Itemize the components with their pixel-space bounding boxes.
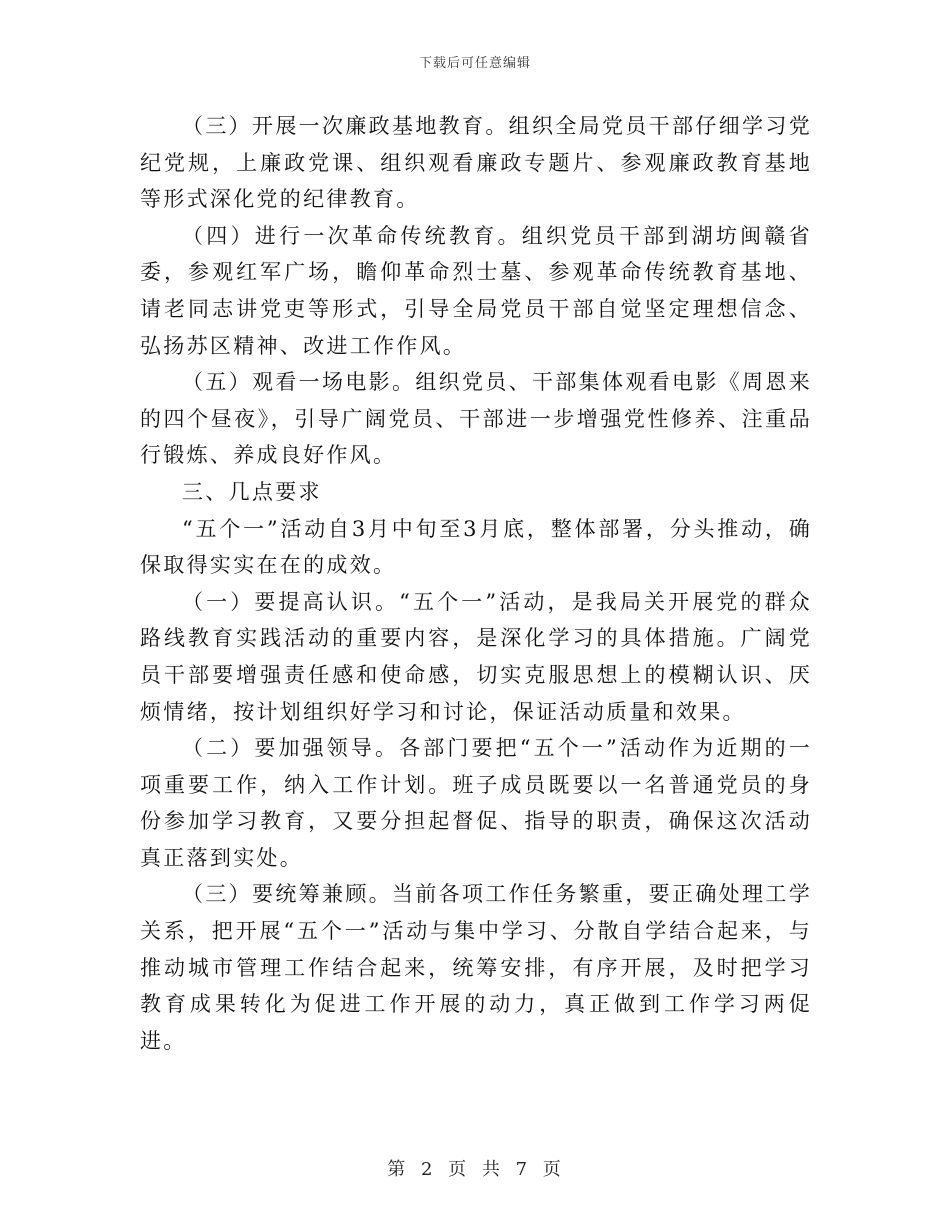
paragraph-overall-planning: （三）要统筹兼顾。当前各项工作任务繁重，要正确处理工学关系，把开展“五个一”活动与集中学习、分散自学结合起来，与推动城市管理工作结合起来，统筹安排，有序开展，及时把学习教育成果转化为促进工作开展的动力，真正做到工作学习两促进。	[140, 882, 812, 1053]
document-body	[140, 108, 812, 1059]
paragraph-education-revolution: （四）进行一次革命传统教育。组织党员干部到湖坊闽赣省委，参观红军广场，瞻仰革命烈士墓、参观革命传统教育基地、请老同志讲党吏等形式，引导全局党员干部自觉坚定理想信念、弘扬苏区精神、改进工作作风。	[140, 223, 812, 358]
paragraph-activity-schedule: “五个一”活动自3月中旬至3月底，整体部署，分头推动，确保取得实实在在的成效。	[140, 516, 812, 578]
page-number-footer: 第 2 页 共 7 页	[387, 1159, 563, 1180]
paragraph-watch-movie: （五）观看一场电影。组织党员、干部集体观看电影《周恩来的四个昼夜》，引导广阔党员、干部进一步增强党性修养、注重品行锻炼、养成良好作风。	[140, 370, 812, 468]
page-header: 下载后可任意编辑	[418, 56, 531, 71]
section-heading-requirements: 三、几点要求	[182, 479, 322, 504]
paragraph-raise-awareness: （一）要提高认识。“五个一”活动，是我局关开展党的群众路线教育实践活动的重要内容，是深化学习的具体措施。广阔党员干部要增强责任感和使命感，切实克服思想上的模糊认识、厌烦情绪，按计划组织好学习和讨论，保证活动质量和效果。	[140, 589, 812, 724]
paragraph-strengthen-leadership: （二）要加强领导。各部门要把“五个一”活动作为近期的一项重要工作，纳入工作计划。班子成员既要以一名普通党员的身份参加学习教育，又要分担起督促、指导的职责，确保这次活动真正落到实处。	[140, 736, 812, 870]
paragraph-education-integrity: （三）开展一次廉政基地教育。组织全局党员干部仔细学习党纪党规，上廉政党课、组织观看廉政专题片、参观廉政教育基地等形式深化党的纪律教育。	[140, 114, 812, 212]
